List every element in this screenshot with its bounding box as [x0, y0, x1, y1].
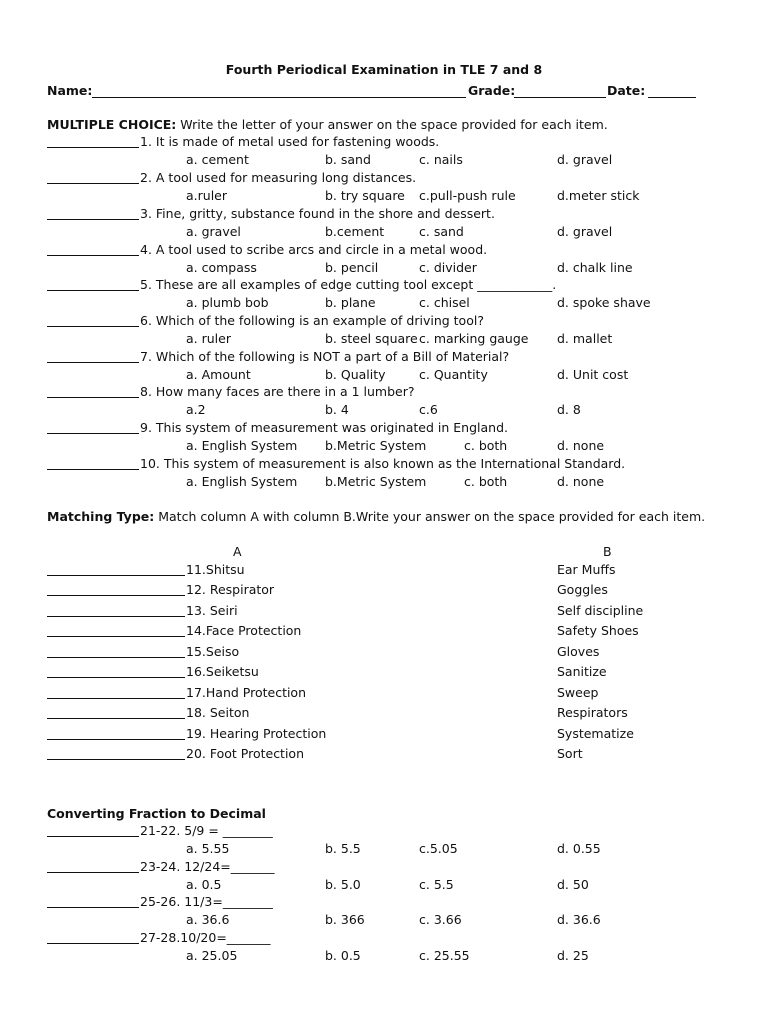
option-d: d.meter stick	[557, 188, 640, 203]
mc-instructions	[47, 117, 608, 133]
question-text: 7. Which of the following is NOT a part of a Bill of Material?	[140, 349, 510, 364]
option-d: d. 36.6	[557, 912, 601, 927]
option-a: a. ruler	[186, 331, 231, 346]
option-c: c. sand	[419, 224, 464, 239]
name-field[interactable]	[92, 97, 466, 98]
option-a: a. 0.5	[186, 877, 222, 892]
answer-blank[interactable]	[47, 147, 139, 148]
option-b: b. sand	[325, 152, 371, 167]
question-text: 1. It is made of metal used for fastening woods.	[140, 134, 440, 149]
question-text: 3. Fine, gritty, substance found in the shore and dessert.	[140, 206, 495, 221]
option-b: b. try square	[325, 188, 405, 203]
column-a-item: 13. Seiri	[186, 603, 238, 618]
option-d: d. none	[557, 474, 605, 489]
answer-blank[interactable]	[47, 943, 139, 944]
option-b: b. Quality	[325, 367, 386, 382]
column-b-item: Ear Muffs	[557, 562, 616, 577]
option-d: d. 50	[557, 877, 589, 892]
option-d: d. chalk line	[557, 260, 633, 275]
matching-instruction-text: Match column A with column B.Write your answer on the space provided for each item.	[154, 509, 706, 524]
answer-blank[interactable]	[47, 657, 185, 658]
option-a: a. plumb bob	[186, 295, 269, 310]
matching-instructions	[47, 509, 705, 525]
column-b-item: Sweep	[557, 685, 599, 700]
answer-blank[interactable]	[47, 718, 185, 719]
option-c: c.5.05	[419, 841, 458, 856]
option-b: b. 0.5	[325, 948, 361, 963]
answer-blank[interactable]	[47, 739, 185, 740]
answer-blank[interactable]	[47, 397, 139, 398]
option-c: c. divider	[419, 260, 477, 275]
column-b-item: Sort	[557, 746, 583, 761]
answer-blank[interactable]	[47, 183, 139, 184]
option-c: c. nails	[419, 152, 463, 167]
option-a: a. 36.6	[186, 912, 230, 927]
column-b-item: Systematize	[557, 726, 634, 741]
matching-heading: Matching Type:	[47, 509, 155, 524]
column-b-item: Sanitize	[557, 664, 607, 679]
option-b: b.Metric System	[325, 438, 427, 453]
column-b-item: Safety Shoes	[557, 623, 639, 638]
column-a-label: A	[233, 544, 242, 559]
column-a-item: 15.Seiso	[186, 644, 240, 659]
option-a: a. cement	[186, 152, 249, 167]
column-b-label: B	[603, 544, 612, 559]
option-b: b. 5.0	[325, 877, 361, 892]
date-label: Date:	[607, 83, 646, 98]
question-text: 25-26. 11/3=________	[140, 894, 273, 909]
page-title: Fourth Periodical Examination in TLE 7 and 8	[225, 62, 543, 77]
answer-blank[interactable]	[47, 636, 185, 637]
question-text: 9. This system of measurement was originated in England.	[140, 420, 508, 435]
question-text: 8. How many faces are there in a 1 lumber?	[140, 384, 415, 399]
option-a: a. compass	[186, 260, 257, 275]
option-a: a.2	[186, 402, 206, 417]
column-a-item: 18. Seiton	[186, 705, 250, 720]
fraction-heading: Converting Fraction to Decimal	[47, 806, 266, 821]
mc-instruction-text: Write the letter of your answer on the space provided for each item.	[176, 117, 608, 132]
option-a: a. English System	[186, 438, 298, 453]
question-text: 4. A tool used to scribe arcs and circle in a metal wood.	[140, 242, 488, 257]
date-field[interactable]	[648, 97, 696, 98]
answer-blank[interactable]	[47, 575, 185, 576]
option-c: c.6	[419, 402, 438, 417]
option-a: a. Amount	[186, 367, 251, 382]
answer-blank[interactable]	[47, 836, 139, 837]
column-a-item: 16.Seiketsu	[186, 664, 259, 679]
option-b: b.Metric System	[325, 474, 427, 489]
question-text: 2. A tool used for measuring long distances.	[140, 170, 417, 185]
question-text: 5. These are all examples of edge cutting tool except ____________.	[140, 277, 557, 292]
option-d: d. gravel	[557, 152, 613, 167]
option-c: c. 3.66	[419, 912, 462, 927]
answer-blank[interactable]	[47, 616, 185, 617]
option-a: a. gravel	[186, 224, 241, 239]
option-d: d. 25	[557, 948, 589, 963]
question-text: 6. Which of the following is an example of driving tool?	[140, 313, 484, 328]
column-a-item: 11.Shitsu	[186, 562, 245, 577]
column-a-item: 20. Foot Protection	[186, 746, 305, 761]
question-text: 10. This system of measurement is also known as the International Standard.	[140, 456, 626, 471]
option-b: b. plane	[325, 295, 376, 310]
option-d: d. spoke shave	[557, 295, 651, 310]
answer-blank[interactable]	[47, 759, 185, 760]
option-b: b. 5.5	[325, 841, 361, 856]
option-a: a.ruler	[186, 188, 227, 203]
option-c: c. 25.55	[419, 948, 470, 963]
option-d: d. gravel	[557, 224, 613, 239]
option-c: c. 5.5	[419, 877, 454, 892]
answer-blank[interactable]	[47, 907, 139, 908]
answer-blank[interactable]	[47, 698, 185, 699]
option-b: b.cement	[325, 224, 385, 239]
option-b: b. 4	[325, 402, 349, 417]
question-text: 27-28.10/20=_______	[140, 930, 271, 945]
answer-blank[interactable]	[47, 433, 139, 434]
option-b: b. steel square	[325, 331, 418, 346]
answer-blank[interactable]	[47, 595, 185, 596]
column-a-item: 17.Hand Protection	[186, 685, 307, 700]
answer-blank[interactable]	[47, 362, 139, 363]
option-c: c. chisel	[419, 295, 470, 310]
option-d: d. none	[557, 438, 605, 453]
grade-label: Grade:	[468, 83, 516, 98]
option-a: a. 25.05	[186, 948, 238, 963]
column-a-item: 14.Face Protection	[186, 623, 302, 638]
option-b: b. pencil	[325, 260, 379, 275]
option-c: c. marking gauge	[419, 331, 529, 346]
column-a-item: 12. Respirator	[186, 582, 275, 597]
answer-blank[interactable]	[47, 326, 139, 327]
grade-field[interactable]	[514, 97, 606, 98]
name-label: Name:	[47, 83, 93, 98]
answer-blank[interactable]	[47, 219, 139, 220]
answer-blank[interactable]	[47, 290, 139, 291]
column-b-item: Goggles	[557, 582, 608, 597]
answer-blank[interactable]	[47, 677, 185, 678]
column-b-item: Respirators	[557, 705, 628, 720]
option-a: a. 5.55	[186, 841, 230, 856]
option-c: c. both	[464, 474, 508, 489]
question-text: 21-22. 5/9 = ________	[140, 823, 273, 838]
answer-blank[interactable]	[47, 469, 139, 470]
mc-heading: MULTIPLE CHOICE:	[47, 117, 177, 132]
option-a: a. English System	[186, 474, 298, 489]
column-a-item: 19. Hearing Protection	[186, 726, 327, 741]
answer-blank[interactable]	[47, 872, 139, 873]
option-c: c. Quantity	[419, 367, 488, 382]
option-d: d. mallet	[557, 331, 613, 346]
answer-blank[interactable]	[47, 255, 139, 256]
option-c: c.pull-push rule	[419, 188, 516, 203]
option-d: d. Unit cost	[557, 367, 629, 382]
option-d: d. 8	[557, 402, 581, 417]
option-c: c. both	[464, 438, 508, 453]
column-b-item: Self discipline	[557, 603, 644, 618]
option-b: b. 366	[325, 912, 365, 927]
option-d: d. 0.55	[557, 841, 601, 856]
question-text: 23-24. 12/24=_______	[140, 859, 275, 874]
column-b-item: Gloves	[557, 644, 600, 659]
